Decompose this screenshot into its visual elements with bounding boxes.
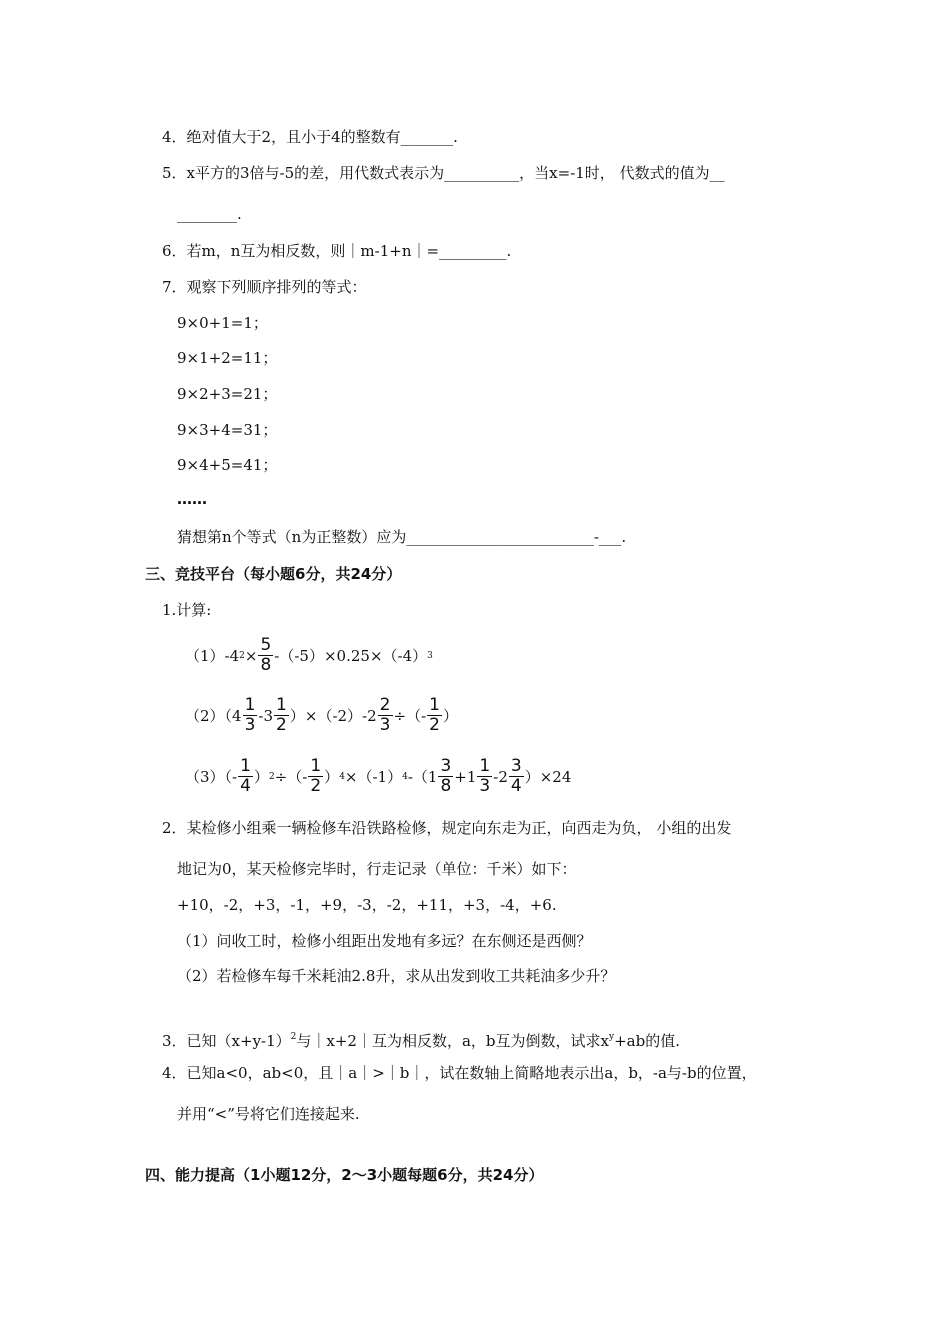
calc-item-1 <box>185 636 433 675</box>
calc-1-exp-a: 2 <box>239 650 245 661</box>
question-4: 4．绝对值大于2，且小于4的整数有_______. <box>162 128 458 146</box>
denominator: 2 <box>429 715 440 735</box>
equation-4: 9×4+5=41； <box>177 456 278 474</box>
calc-3-exp-e: 4 <box>402 771 408 782</box>
fraction <box>258 636 273 675</box>
fraction <box>427 696 442 735</box>
calc-3-text-f: -（1 <box>407 767 438 786</box>
denominator: 2 <box>310 776 322 796</box>
denominator: 3 <box>379 715 391 735</box>
numerator: 3 <box>510 756 522 776</box>
calc-3-exp-b: 2 <box>268 771 275 782</box>
calc-instruction: 1.计算: <box>162 601 212 619</box>
calc-3-text-g: +1 <box>454 767 477 786</box>
section-4-heading: 四、能力提高（1小题12分，2～3小题每题6分，共24分） <box>145 1166 544 1184</box>
calc-item-3 <box>185 757 571 796</box>
denominator: 3 <box>244 715 256 735</box>
problem-2-sub1: （1）问收工时，检修小组距出发地有多远？在东侧还是西侧？ <box>177 932 592 950</box>
problem-4-line1: 4．已知a<0，ab<0，且｜a｜>｜b｜，试在数轴上简略地表示出a，b，-a与-b的位置， <box>162 1064 757 1082</box>
denominator: 4 <box>510 776 522 796</box>
calc-2-text-b: -3 <box>258 706 274 725</box>
problem-2-sub2: （2）若检修车每千米耗油2.8升，求从出发到收工共耗油多少升？ <box>177 967 616 985</box>
question-7: 7．观察下列顺序排列的等式： <box>162 278 367 296</box>
calc-3-text-e: ×（-1） <box>344 767 403 786</box>
numerator: 1 <box>240 756 251 776</box>
section-3-heading: 三、竞技平台（每小题6分，共24分） <box>145 565 402 583</box>
problem-3-text-a: 3．已知（x+y-1） <box>162 1032 291 1050</box>
problem-2-line1: 2．某检修小组乘一辆检修车沿铁路检修，规定向东走为正，向西走为负， 小组的出发 <box>162 819 732 837</box>
fraction <box>274 696 289 735</box>
calc-1-text-a: （1）-4 <box>185 646 240 665</box>
fraction <box>243 696 258 735</box>
fraction <box>477 757 492 796</box>
equation-0: 9×0+1=1； <box>177 314 268 332</box>
calc-1-text-c: -（-5）×0.25×（-4） <box>274 646 428 665</box>
fraction <box>308 757 323 796</box>
problem-3-exp-b: y <box>608 1032 615 1042</box>
calc-3-text-i: ）×24 <box>524 767 572 786</box>
denominator: 8 <box>260 655 272 675</box>
denominator: 2 <box>276 715 287 735</box>
calc-1-text-b: × <box>244 646 258 665</box>
fraction <box>438 757 453 796</box>
calc-item-2 <box>185 696 458 735</box>
problem-2-line2: 地记为0，某天检修完毕时，行走记录（单位：千米）如下： <box>177 860 577 878</box>
denominator: 8 <box>440 776 452 796</box>
numerator: 1 <box>276 695 287 715</box>
problem-3 <box>162 1027 680 1051</box>
calc-3-exp-d: 4 <box>339 771 345 782</box>
guess-line: 猜想第n个等式（n为正整数）应为_________________________-___. <box>177 528 627 546</box>
question-5-line1: 5．x平方的3倍与-5的差，用代数式表示为__________，当x=-1时， 代数式的值为__ <box>162 164 725 182</box>
calc-3-text-a: （3）（- <box>185 767 238 786</box>
equation-3: 9×3+4=31； <box>177 421 278 439</box>
fraction <box>509 757 524 796</box>
calc-2-text-d: ÷（- <box>393 706 427 725</box>
question-5-line2: ________. <box>177 205 242 223</box>
numerator: 1 <box>310 756 322 776</box>
calc-1-exp-c: 3 <box>427 650 433 661</box>
problem-3-text-b: 与｜x+2｜互为相反数，a，b互为倒数，试求x <box>296 1032 609 1050</box>
equation-1: 9×1+2=11； <box>177 349 278 367</box>
numerator: 1 <box>479 756 491 776</box>
problem-4-line2: 并用“<”号将它们连接起来. <box>177 1105 360 1123</box>
denominator: 4 <box>240 776 251 796</box>
denominator: 3 <box>479 776 491 796</box>
fraction <box>238 757 253 796</box>
problem-3-text-c: +ab的值. <box>614 1032 680 1050</box>
calc-2-text-e: ） <box>442 706 458 725</box>
calc-3-text-h: -2 <box>493 767 508 786</box>
numerator: 5 <box>260 635 272 655</box>
numerator: 3 <box>440 756 452 776</box>
numerator: 1 <box>244 695 256 715</box>
ellipsis: …… <box>177 490 207 508</box>
fraction <box>378 696 393 735</box>
problem-3-exp-a: 2 <box>290 1032 297 1042</box>
numerator: 1 <box>429 695 440 715</box>
equation-2: 9×2+3=21； <box>177 385 278 403</box>
numerator: 2 <box>379 695 391 715</box>
question-6: 6．若m，n互为相反数，则｜m-1+n｜=_________. <box>162 242 512 260</box>
calc-3-text-c: ÷（- <box>274 767 308 786</box>
calc-2-text-c: ）×（-2）-2 <box>289 706 377 725</box>
calc-3-text-d: ） <box>324 767 340 786</box>
problem-2-record: +10，-2，+3，-1，+9，-3，-2，+11，+3，-4，+6. <box>177 896 557 914</box>
calc-3-text-b: ） <box>253 767 269 786</box>
calc-2-text-a: （2）（4 <box>185 706 242 725</box>
